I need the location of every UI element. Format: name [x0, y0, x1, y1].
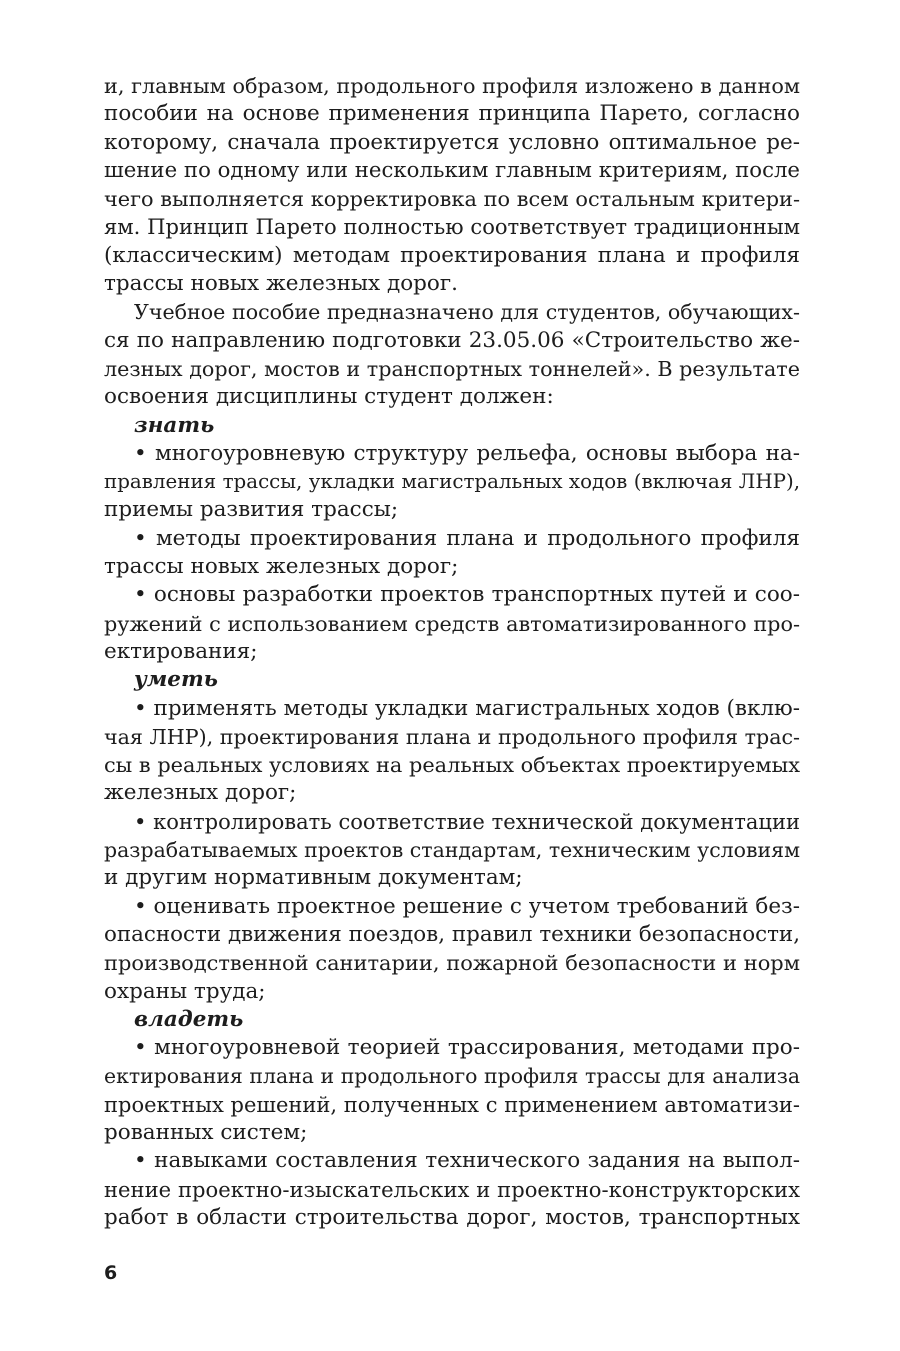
text-line: чего выполняется корректировка по всем остальным критери- — [104, 187, 800, 212]
text-line: опасности движения поездов, правил техники безопасности, — [104, 921, 800, 947]
page-number: 6 — [104, 1262, 118, 1284]
text-line: шение по одному или нескольким главным критериям, после — [104, 157, 800, 183]
body-text — [104, 72, 800, 1232]
bullet-line: • многоуровневой теорией трассирования, методами про- — [134, 1035, 800, 1061]
text-line: проектных решений, полученных с применением автоматизи- — [104, 1091, 800, 1117]
text-line: трассы новых железных дорог. — [104, 271, 458, 297]
text-line: Учебное пособие предназначено для студентов, обучающих- — [134, 300, 800, 325]
text-line: чая ЛНР), проектирования плана и продольного профиля трас- — [104, 724, 800, 749]
text-line: правления трассы, укладки магистральных ходов (включая ЛНР), — [104, 470, 800, 494]
text-line: сы в реальных условиях на реальных объектах проектируемых — [104, 753, 800, 778]
text-line: освоения дисциплины студент должен: — [104, 384, 554, 410]
text-line: и, главным образом, продольного профиля изложено в данном — [104, 74, 800, 98]
bullet-line: • контролировать соответствие технической документации — [134, 808, 800, 834]
section-heading-vladet: владеть — [134, 1006, 244, 1032]
text-line: разрабатываемых проектов стандартам, техническим условиям — [104, 838, 800, 863]
bullet-line: • применять методы укладки магистральных ходов (вклю- — [134, 695, 800, 721]
bullet-line: • навыками составления технического задания на выпол- — [134, 1148, 800, 1174]
text-line: рованных систем; — [104, 1119, 308, 1145]
text-line: производственной санитарии, пожарной безопасности и норм — [104, 951, 800, 976]
bullet-line: • основы разработки проектов транспортных путей и соо- — [134, 582, 800, 608]
text-line: нение проектно-изыскательских и проектно-конструкторских — [104, 1176, 800, 1202]
text-line: трассы новых железных дорог; — [104, 554, 459, 580]
section-heading-znat: знать — [134, 412, 215, 438]
section-heading-umet: уметь — [134, 667, 218, 693]
text-line: ям. Принцип Парето полностью соответствует традиционным — [104, 214, 800, 240]
bullet-line: • оценивать проектное решение с учетом требований без- — [134, 893, 800, 919]
text-line: и другим нормативным документам; — [104, 865, 523, 891]
text-line: железных дорог; — [104, 780, 297, 806]
text-line: ектирования; — [104, 638, 258, 664]
text-line: ся по направлению подготовки 23.05.06 «Строительство же- — [104, 327, 800, 353]
text-line: приемы развития трассы; — [104, 497, 399, 523]
text-line: ектирования плана и продольного профиля трассы для анализа — [104, 1064, 800, 1089]
text-line: охраны труда; — [104, 978, 266, 1004]
text-line: ружений с использованием средств автоматизированного про- — [104, 611, 800, 636]
text-line: которому, сначала проектируется условно оптимальное ре- — [104, 129, 800, 155]
bullet-line: • многоуровневую структуру рельефа, основы выбора на- — [134, 440, 800, 466]
text-line: (классическим) методам проектирования плана и профиля — [104, 242, 800, 268]
text-line: работ в области строительства дорог, мостов, транспортных — [104, 1204, 800, 1230]
text-line: пособии на основе применения принципа Парето, согласно — [104, 101, 800, 127]
text-line: лезных дорог, мостов и транспортных тоннелей». В результате — [104, 356, 800, 381]
bullet-line: • методы проектирования плана и продольного профиля — [134, 525, 800, 551]
